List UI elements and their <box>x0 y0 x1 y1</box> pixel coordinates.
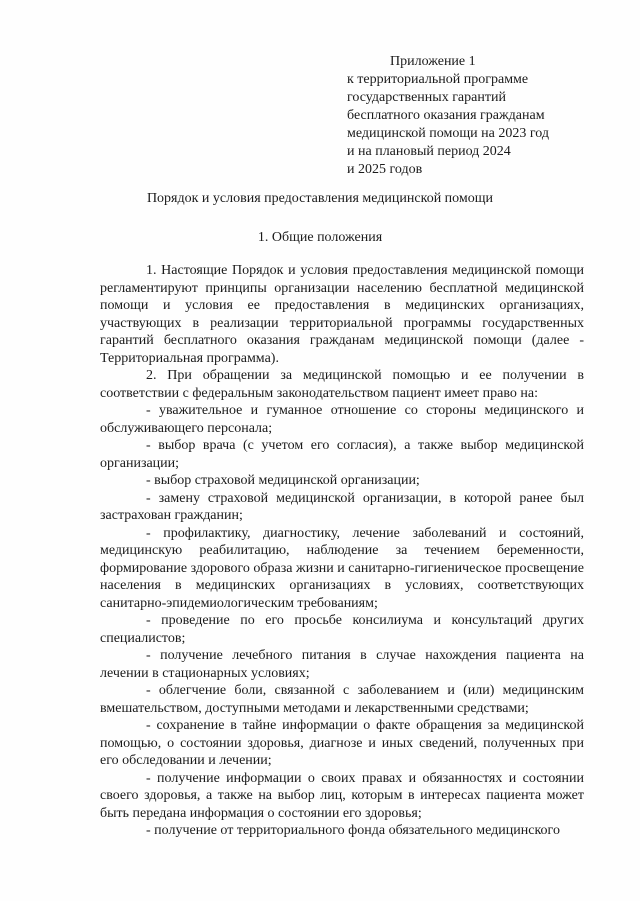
section-title: 1. Общие положения <box>257 230 383 245</box>
document-title: Порядок и условия предоставления медицинской помощи <box>146 191 494 206</box>
appendix-line: и 2025 годов <box>347 162 423 177</box>
list-item: - проведение по его просьбе консилиума и консультаций других специалистов; <box>100 613 584 646</box>
list-item: - выбор страховой медицинской организации; <box>146 473 420 488</box>
appendix-line: государственных гарантий <box>347 90 506 105</box>
list-item: - получение информации о своих правах и обязанностях и состоянии своего здоровья, а также на выбор лиц, которым в интересах пациента может быть передана информация о состоянии его здоровья; <box>100 770 584 821</box>
appendix-line: и на плановый период 2024 <box>347 144 511 159</box>
appendix-line: бесплатного оказания гражданам <box>347 108 545 123</box>
document-body <box>100 262 584 840</box>
appendix-line: Приложение 1 <box>390 54 476 69</box>
appendix-line: медицинской помощи на 2023 год <box>347 126 549 141</box>
appendix-line: к территориальной программе <box>347 72 529 87</box>
list-item: - получение лечебного питания в случае нахождения пациента на лечении в стационарных условиях; <box>100 648 584 681</box>
list-item: - выбор врача (с учетом его согласия), а также выбор медицинской организации; <box>100 438 584 471</box>
paragraph: 2. При обращении за медицинской помощью и ее получении в соответствии с федеральным законодательством пациент имеет право на: <box>100 368 584 401</box>
list-item: - облегчение боли, связанной с заболеванием и (или) медицинским вмешательством, доступными методами и лекарственными средствами; <box>100 683 584 716</box>
list-item: - уважительное и гуманное отношение со стороны медицинского и обслуживающего персонала; <box>100 403 584 436</box>
list-item: - замену страховой медицинской организации, в которой ранее был застрахован гражданин; <box>100 490 584 523</box>
list-item: - профилактику, диагностику, лечение заболеваний и состояний, медицинскую реабилитацию, наблюдение за течением беременности, формирование здорового образа жизни и санитарно-гигиеническое просвещение населения в медицинских организациях в условиях, соответствующих санитарно-эпидемиологическим требованиям; <box>100 525 584 611</box>
paragraph: 1. Настоящие Порядок и условия предоставления медицинской помощи регламентируют принципы организации населению бесплатной медицинской помощи и условия ее предоставления в медицинских организациях, участвующих в реализации территориальной программы государственных гарантий бесплатного оказания гражданам медицинской помощи (далее - Территориальная программа). <box>100 263 584 366</box>
appendix-header <box>347 53 587 179</box>
list-item: - сохранение в тайне информации о факте обращения за медицинской помощью, о состоянии здоровья, диагнозе и иных сведений, полученных при его обследовании и лечении; <box>100 718 584 768</box>
list-item: - получение от территориального фонда обязательного медицинского <box>146 823 560 838</box>
